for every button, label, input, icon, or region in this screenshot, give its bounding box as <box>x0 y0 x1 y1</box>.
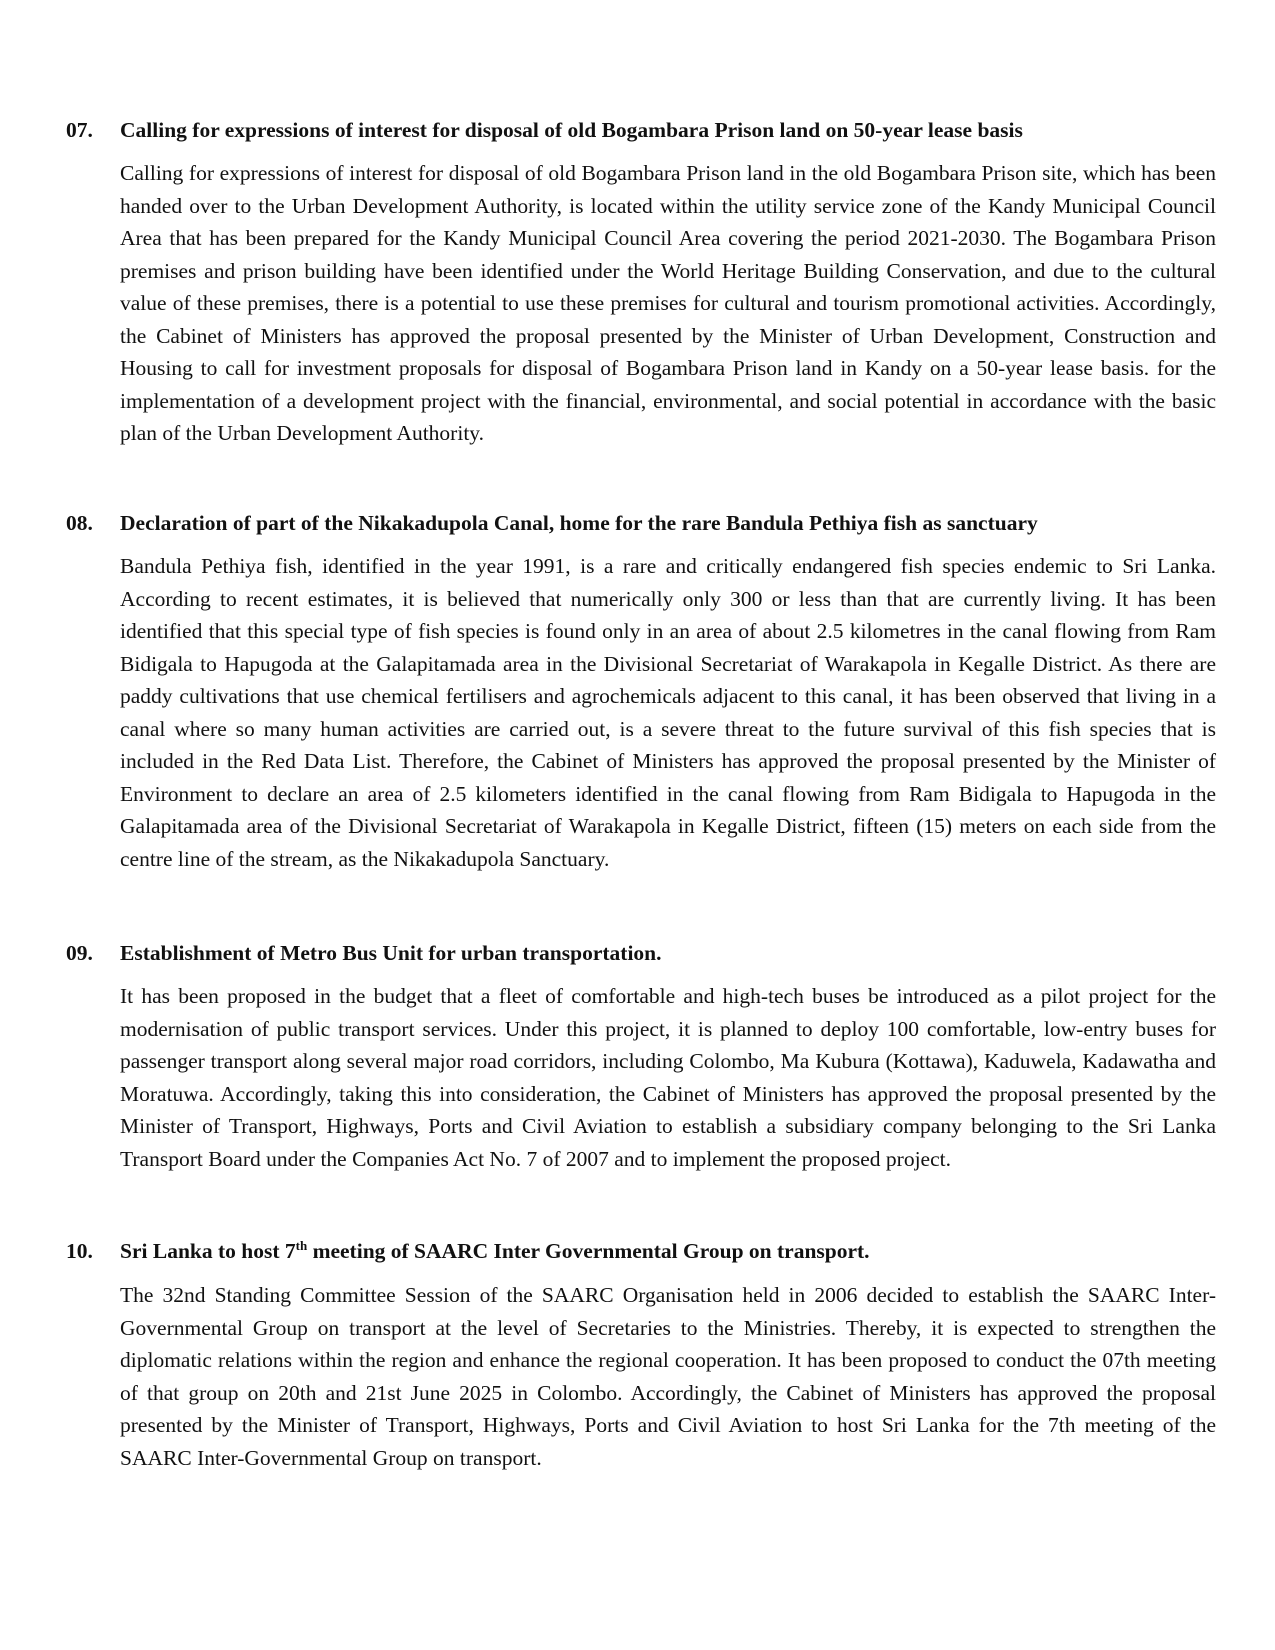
section-number: 08. <box>66 511 93 535</box>
section-heading <box>66 1236 1216 1266</box>
section-number: 07. <box>66 118 93 142</box>
section-title-superscript: th <box>295 1238 308 1253</box>
section-title: Establishment of Metro Bus Unit for urban transportation. <box>120 941 662 965</box>
section-body: It has been proposed in the budget that a fleet of comfortable and high-tech buses be introduced as a pilot project for the modernisation of public transport services. Under this project, it is planned to deploy 100 comfortable, low-entry buses for passenger transport along several major road corridors, including Colombo, Ma Kubura (Kottawa), Kaduwela, Kadawatha and Moratuwa. Accordingly, taking this into consideration, the Cabinet of Ministers has approved the proposal presented by the Minister of Transport, Highways, Ports and Civil Aviation to establish a subsidiary company belonging to the Sri Lanka Transport Board under the Companies Act No. 7 of 2007 and to implement the proposed project. <box>120 984 1216 1171</box>
decision-section-10 <box>66 1236 1216 1474</box>
section-heading <box>66 938 1216 968</box>
section-body: Bandula Pethiya fish, identified in the year 1991, is a rare and critically endangered fish species endemic to Sri Lanka. According to recent estimates, it is believed that numerically only 300 or less than that are currently living. It has been identified that this special type of fish species is found only in an area of about 2.5 kilometres in the canal flowing from Ram Bidigala to Hapugoda at the Galapitamada area in the Divisional Secretariat of Warakapola in Kegalle District. As there are paddy cultivations that use chemical fertilisers and agrochemicals adjacent to this canal, it has been observed that living in a canal where so many human activities are carried out, is a severe threat to the future survival of this fish species that is included in the Red Data List. Therefore, the Cabinet of Ministers has approved the proposal presented by the Minister of Environment to declare an area of 2.5 kilometers identified in the canal flowing from Ram Bidigala to Hapugoda in the Galapitamada area of the Divisional Secretariat of Warakapola in Kegalle District, fifteen (15) meters on each side from the centre line of the stream, as the Nikakadupola Sanctuary. <box>120 554 1216 871</box>
section-title <box>120 1236 870 1266</box>
section-number: 10. <box>66 1239 93 1263</box>
decision-section-09 <box>66 938 1216 1175</box>
section-heading <box>66 508 1216 538</box>
section-title-part: Sri Lanka to host 7 <box>120 1239 296 1263</box>
section-heading <box>66 115 1216 145</box>
section-number: 09. <box>66 941 93 965</box>
section-title: Calling for expressions of interest for disposal of old Bogambara Prison land on 50-year lease basis <box>120 118 1023 142</box>
section-title-part: meeting of SAARC Inter Governmental Group on transport. <box>307 1239 870 1263</box>
decision-section-08 <box>66 508 1216 875</box>
section-body: Calling for expressions of interest for disposal of old Bogambara Prison land in the old Bogambara Prison site, which has been handed over to the Urban Development Authority, is located within the utility service zone of the Kandy Municipal Council Area that has been prepared for the Kandy Municipal Council Area covering the period 2021-2030. The Bogambara Prison premises and prison building have been identified under the World Heritage Building Conservation, and due to the cultural value of these premises, there is a potential to use these premises for cultural and tourism promotional activities. Accordingly, the Cabinet of Ministers has approved the proposal presented by the Minister of Urban Development, Construction and Housing to call for investment proposals for disposal of Bogambara Prison land in Kandy on a 50-year lease basis. for the implementation of a development project with the financial, environmental, and social potential in accordance with the basic plan of the Urban Development Authority. <box>120 161 1216 445</box>
section-title: Declaration of part of the Nikakadupola Canal, home for the rare Bandula Pethiya fish as sanctuary <box>120 511 1038 535</box>
section-body: The 32nd Standing Committee Session of the SAARC Organisation held in 2006 decided to establish the SAARC Inter-Governmental Group on transport at the level of Secretaries to the Ministries. Thereby, it is expected to strengthen the diplomatic relations within the region and enhance the regional cooperation. It has been proposed to conduct the 07th meeting of that group on 20th and 21st June 2025 in Colombo. Accordingly, the Cabinet of Ministers has approved the proposal presented by the Minister of Transport, Highways, Ports and Civil Aviation to host Sri Lanka for the 7th meeting of the SAARC Inter-Governmental Group on transport. <box>120 1283 1216 1470</box>
decision-section-07 <box>66 115 1216 450</box>
